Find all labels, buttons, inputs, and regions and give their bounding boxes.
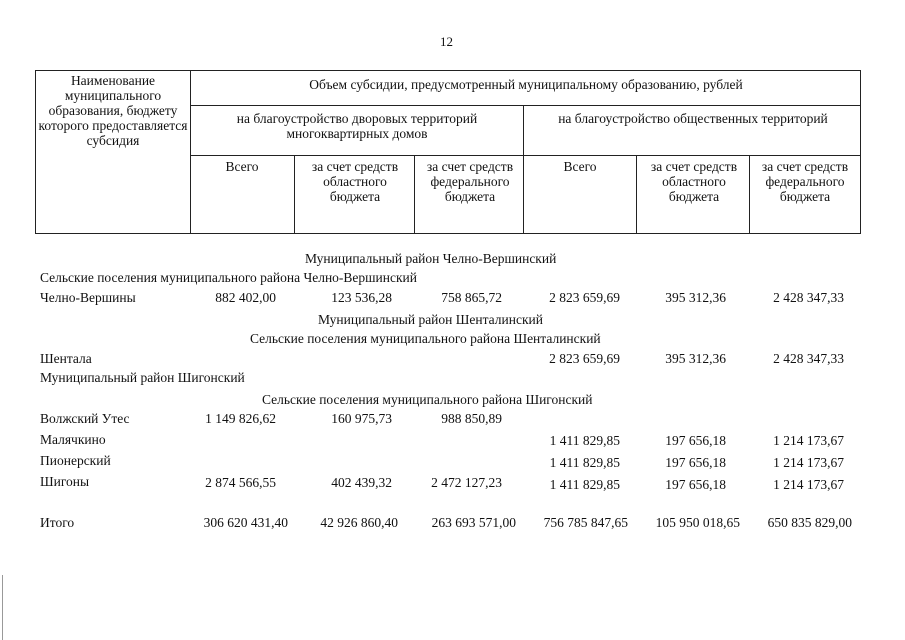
cell-public-total: 1 411 829,85 (549, 455, 620, 470)
row-total-label: Итого (40, 515, 75, 530)
cell-public-federal: 650 835 829,00 (767, 515, 852, 530)
cell-public-federal: 1 214 173,67 (773, 433, 844, 448)
section-district-chelno: Муниципальный район Челно-Вершинский (305, 251, 557, 266)
cell-public-total: 2 823 659,69 (549, 351, 620, 366)
row-name: Волжский Утес (40, 411, 130, 426)
divider-col3 (414, 155, 415, 233)
cell-yard-regional: 402 439,32 (331, 475, 392, 490)
header-yard: на благоустройство дворовых территорий многоквартирных домов (236, 111, 478, 141)
cell-public-federal: 1 214 173,67 (773, 455, 844, 470)
cell-yard-total: 1 149 826,62 (205, 411, 276, 426)
divider-group-title (190, 105, 860, 106)
header-total2: Всего (563, 159, 597, 174)
cell-yard-total: 882 402,00 (215, 290, 276, 305)
cell-yard-federal: 2 472 127,23 (431, 475, 502, 490)
cell-yard-regional: 42 926 860,40 (320, 515, 398, 530)
cell-public-regional: 395 312,36 (665, 290, 726, 305)
cell-public-federal: 1 214 173,67 (773, 477, 844, 492)
header-regional: за счет средств областного бюджета (311, 159, 399, 204)
cell-public-federal: 2 428 347,33 (773, 351, 844, 366)
page-number: 12 (440, 34, 453, 49)
header-table (35, 70, 861, 234)
cell-public-regional: 197 656,18 (665, 477, 726, 492)
header-regional2: за счет средств областного бюджета (650, 159, 738, 204)
section-rural-chelno: Сельские поселения муниципального района Челно-Вершинский (40, 270, 418, 285)
cell-yard-federal: 758 865,72 (441, 290, 502, 305)
cell-public-regional: 395 312,36 (665, 351, 726, 366)
divider-col6 (749, 155, 750, 233)
cell-yard-regional: 160 975,73 (331, 411, 392, 426)
header-group-title: Объем субсидии, предусмотренный муниципальному образованию, рублей (309, 77, 743, 92)
divider-col5 (636, 155, 637, 233)
section-district-shental: Муниципальный район Шенталинский (318, 312, 543, 327)
cell-public-federal: 2 428 347,33 (773, 290, 844, 305)
divider-subheaders (190, 155, 860, 156)
cell-public-total: 756 785 847,65 (543, 515, 628, 530)
row-name: Челно-Вершины (40, 290, 136, 305)
section-district-shigon: Муниципальный район Шигонский (40, 370, 245, 385)
cell-yard-regional: 123 536,28 (331, 290, 392, 305)
row-name: Шентала (40, 351, 92, 366)
cell-public-regional: 105 950 018,65 (655, 515, 740, 530)
row-name: Шигоны (40, 474, 90, 489)
divider-col2 (294, 155, 295, 233)
cell-yard-total: 2 874 566,55 (205, 475, 276, 490)
cell-yard-federal: 263 693 571,00 (431, 515, 516, 530)
cell-yard-total: 306 620 431,40 (203, 515, 288, 530)
section-rural-shigon: Сельские поселения муниципального района Шигонский (262, 392, 593, 407)
section-rural-shental: Сельские поселения муниципального района Шенталинский (250, 331, 601, 346)
divider-yard-public (523, 105, 524, 233)
cell-public-total: 1 411 829,85 (549, 477, 620, 492)
cell-public-regional: 197 656,18 (665, 455, 726, 470)
header-total: Всего (225, 159, 259, 174)
header-name-column: Наименование муниципального образования, бюджету которого предоставляется субсидия (38, 73, 188, 148)
header-federal2: за счет средств федерального бюджета (761, 159, 849, 204)
cell-public-regional: 197 656,18 (665, 433, 726, 448)
cell-yard-federal: 988 850,89 (441, 411, 502, 426)
row-name: Пионерский (40, 453, 111, 468)
row-name: Малячкино (40, 432, 106, 447)
cell-public-total: 1 411 829,85 (549, 433, 620, 448)
cell-public-total: 2 823 659,69 (549, 290, 620, 305)
scan-edge-mark (2, 575, 3, 640)
header-public: на благоустройство общественных территорий (558, 111, 828, 126)
header-federal: за счет средств федерального бюджета (426, 159, 514, 204)
divider-name-col (190, 71, 191, 233)
